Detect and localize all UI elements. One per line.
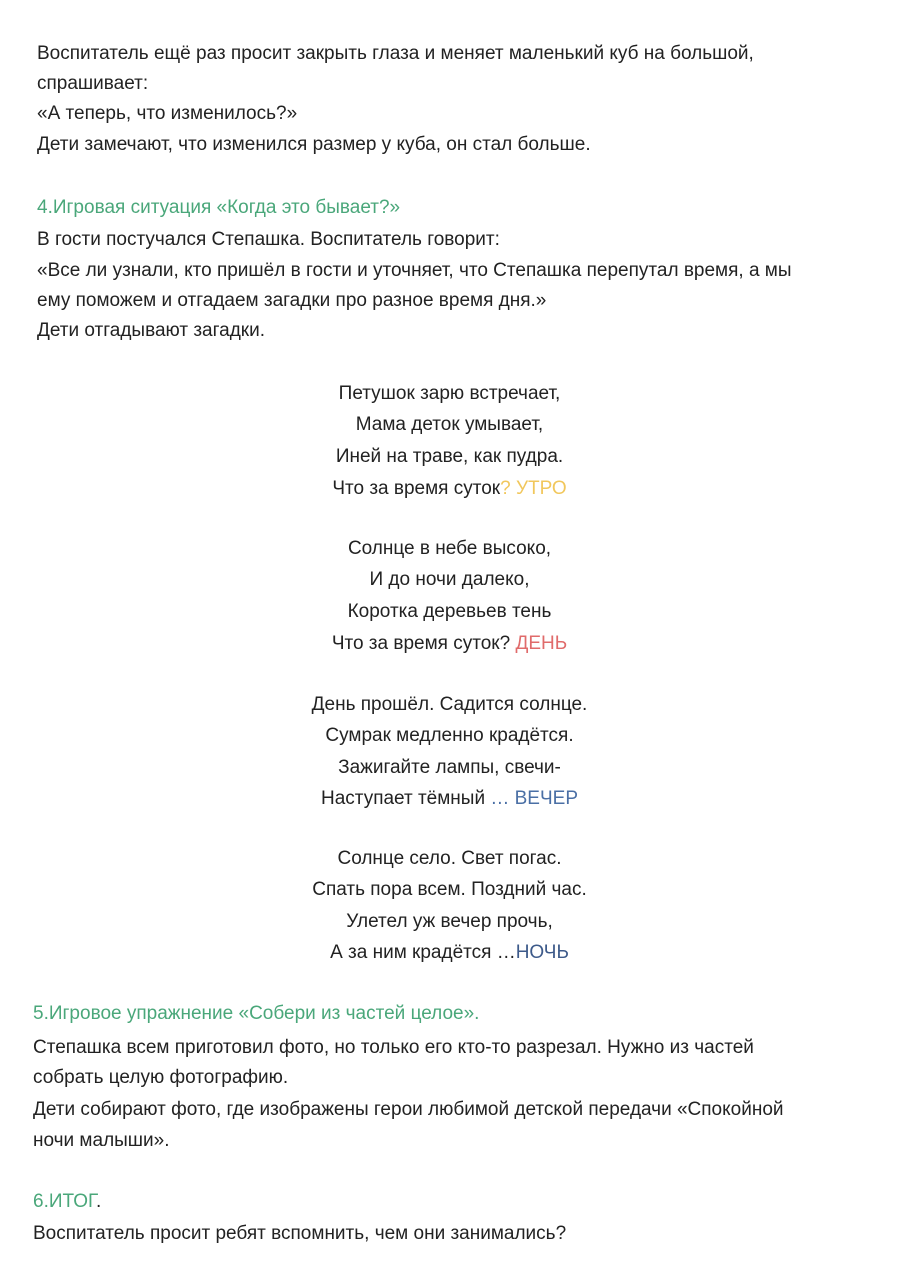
riddle-question: А за ним крадётся …: [330, 942, 516, 963]
paragraph-line: Дети собирают фото, где изображены герои любимой детской передачи «Спокойной: [33, 1099, 784, 1120]
intro-line: Дети замечают, что изменился размер у куба, он стал больше.: [37, 134, 591, 155]
riddle-line: Улетел уж вечер прочь,: [346, 911, 553, 932]
riddle-line: Зажигайте лампы, свечи-: [338, 757, 561, 778]
riddle-line: Солнце в небе высоко,: [347, 538, 552, 559]
riddle-line: Петушок зарю встречает,: [338, 383, 561, 404]
paragraph-line: ночи малыши».: [33, 1130, 170, 1151]
riddle-line: Спать пора всем. Поздний час.: [312, 879, 587, 900]
paragraph-line: Степашка всем приготовил фото, но только его кто-то разрезал. Нужно из частей: [33, 1037, 754, 1058]
intro-line: «А теперь, что изменилось?»: [37, 103, 298, 124]
paragraph-line: Дети отгадывают загадки.: [37, 320, 265, 341]
riddle-line: Иней на траве, как пудра.: [335, 446, 564, 467]
riddle-question: Что за время суток: [332, 478, 501, 499]
riddle-line: И до ночи далеко,: [369, 569, 530, 590]
section-heading: [33, 1190, 101, 1214]
section-heading-text: 6.ИТОГ: [33, 1191, 97, 1212]
riddle-line: Мама деток умывает,: [355, 414, 544, 435]
intro-line: Воспитатель ещё раз просит закрыть глаза и меняет маленький куб на большой,: [37, 43, 754, 64]
section-heading: 5.Игровое упражнение «Собери из частей целое».: [33, 1003, 480, 1024]
riddle-answer-morning: ? УТРО: [500, 478, 567, 499]
riddle-line: Сумрак медленно крадётся.: [325, 725, 574, 746]
paragraph-line: ему поможем и отгадаем загадки про разное время дня.»: [37, 290, 547, 311]
riddle-question: Наступает тёмный: [321, 788, 486, 809]
riddle-answer-day: ДЕНЬ: [515, 633, 568, 654]
riddle-question-line: [0, 787, 899, 811]
riddle-line: День прошёл. Садится солнце.: [311, 694, 588, 715]
riddle-question-line: [0, 632, 899, 656]
riddle-line: Солнце село. Свет погас.: [337, 848, 562, 869]
paragraph-line: В гости постучался Степашка. Воспитатель говорит:: [37, 229, 500, 250]
riddle-line: Коротка деревьев тень: [347, 601, 552, 622]
riddle-answer-night: НОЧЬ: [515, 942, 569, 963]
riddle-question-line: [0, 477, 899, 501]
paragraph-line: Воспитатель просит ребят вспомнить, чем они занимались?: [33, 1223, 567, 1244]
paragraph-line: собрать целую фотографию.: [33, 1067, 289, 1088]
paragraph-line: «Все ли узнали, кто пришёл в гости и уточняет, что Степашка перепутал время, а мы: [37, 260, 792, 281]
section-heading: 4.Игровая ситуация «Когда это бывает?»: [37, 197, 401, 218]
section-heading-dot: .: [96, 1191, 102, 1212]
intro-line: спрашивает:: [37, 73, 149, 94]
riddle-question-line: [0, 941, 899, 965]
riddle-answer-evening: … ВЕЧЕР: [490, 788, 578, 809]
riddle-question: Что за время суток?: [331, 633, 511, 654]
